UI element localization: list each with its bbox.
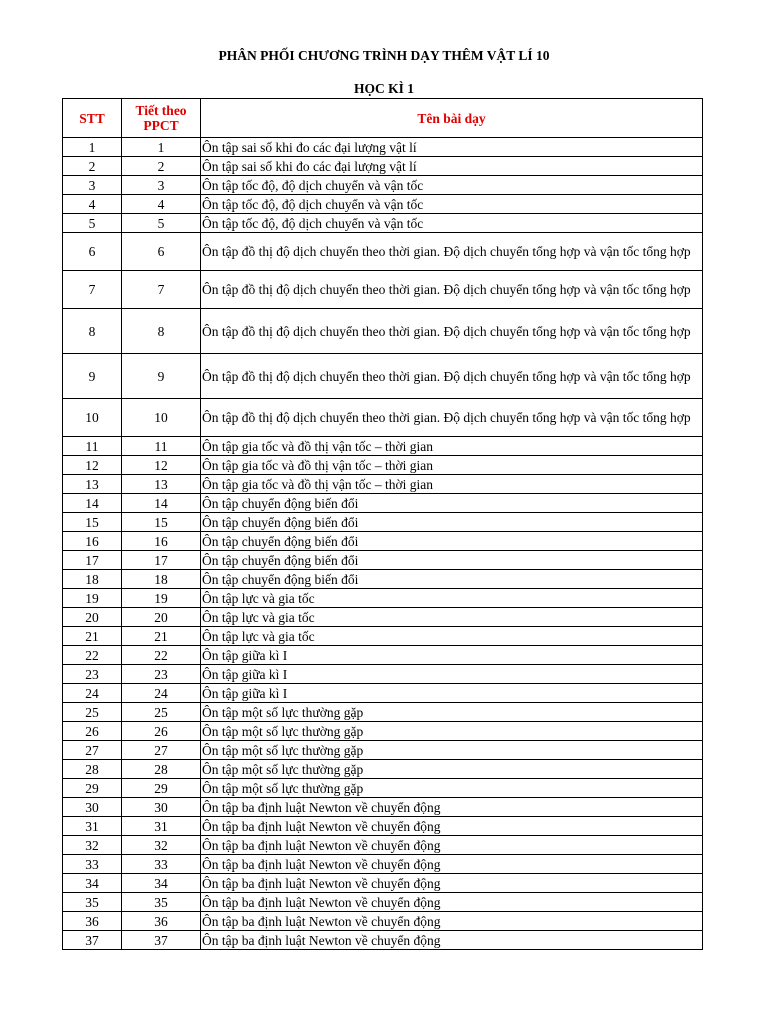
lesson-plan-table — [62, 98, 703, 950]
table-row — [63, 271, 703, 309]
table-row — [63, 760, 703, 779]
ppct-cell: 24 — [122, 684, 201, 703]
stt-cell: 2 — [63, 157, 122, 176]
table-row — [63, 513, 703, 532]
lesson-name-cell: Ôn tập đồ thị độ dịch chuyển theo thời gian. Độ dịch chuyển tổng hợp và vận tốc tổng hợp — [201, 271, 703, 309]
table-row — [63, 608, 703, 627]
stt-cell: 18 — [63, 570, 122, 589]
table-row — [63, 157, 703, 176]
table-row — [63, 893, 703, 912]
lesson-name-cell: Ôn tập đồ thị độ dịch chuyển theo thời gian. Độ dịch chuyển tổng hợp và vận tốc tổng hợp — [201, 233, 703, 271]
table-row — [63, 233, 703, 271]
ppct-cell: 8 — [122, 309, 201, 354]
document-title: PHÂN PHỐI CHƯƠNG TRÌNH DẠY THÊM VẬT LÍ 10 — [218, 48, 550, 63]
lesson-name-cell: Ôn tập tốc độ, độ dịch chuyển và vận tốc — [201, 195, 703, 214]
ppct-cell: 34 — [122, 874, 201, 893]
ppct-cell: 23 — [122, 665, 201, 684]
stt-cell: 27 — [63, 741, 122, 760]
ppct-cell: 35 — [122, 893, 201, 912]
lesson-name-cell: Ôn tập lực và gia tốc — [201, 627, 703, 646]
stt-cell: 36 — [63, 912, 122, 931]
table-row — [63, 646, 703, 665]
lesson-name-cell: Ôn tập giữa kì I — [201, 646, 703, 665]
ppct-cell: 36 — [122, 912, 201, 931]
lesson-name-cell: Ôn tập tốc độ, độ dịch chuyển và vận tốc — [201, 176, 703, 195]
stt-cell: 32 — [63, 836, 122, 855]
ppct-cell: 32 — [122, 836, 201, 855]
table-row — [63, 836, 703, 855]
stt-cell: 35 — [63, 893, 122, 912]
table-row — [63, 456, 703, 475]
table-row — [63, 551, 703, 570]
table-row — [63, 532, 703, 551]
ppct-cell: 9 — [122, 354, 201, 399]
lesson-name-cell: Ôn tập ba định luật Newton về chuyển động — [201, 912, 703, 931]
table-row — [63, 589, 703, 608]
ppct-cell: 17 — [122, 551, 201, 570]
lesson-name-cell: Ôn tập ba định luật Newton về chuyển động — [201, 836, 703, 855]
lesson-name-cell: Ôn tập giữa kì I — [201, 665, 703, 684]
stt-cell: 33 — [63, 855, 122, 874]
lesson-name-cell: Ôn tập chuyển động biến đổi — [201, 532, 703, 551]
header-stt: STT — [63, 99, 122, 138]
ppct-cell: 22 — [122, 646, 201, 665]
stt-cell: 23 — [63, 665, 122, 684]
ppct-cell: 6 — [122, 233, 201, 271]
table-row — [63, 779, 703, 798]
table-row — [63, 354, 703, 399]
ppct-cell: 26 — [122, 722, 201, 741]
stt-cell: 4 — [63, 195, 122, 214]
stt-cell: 22 — [63, 646, 122, 665]
stt-cell: 9 — [63, 354, 122, 399]
lesson-name-cell: Ôn tập ba định luật Newton về chuyển động — [201, 817, 703, 836]
ppct-cell: 7 — [122, 271, 201, 309]
table-row — [63, 931, 703, 950]
lesson-name-cell: Ôn tập ba định luật Newton về chuyển động — [201, 931, 703, 950]
ppct-cell: 16 — [122, 532, 201, 551]
table-row — [63, 874, 703, 893]
ppct-cell: 29 — [122, 779, 201, 798]
stt-cell: 11 — [63, 437, 122, 456]
lesson-name-cell: Ôn tập chuyển động biến đổi — [201, 494, 703, 513]
ppct-cell: 1 — [122, 138, 201, 157]
lesson-name-cell: Ôn tập một số lực thường gặp — [201, 703, 703, 722]
table-row — [63, 722, 703, 741]
ppct-cell: 10 — [122, 399, 201, 437]
ppct-cell: 3 — [122, 176, 201, 195]
table-row — [63, 627, 703, 646]
table-row — [63, 475, 703, 494]
table-row — [63, 912, 703, 931]
lesson-name-cell: Ôn tập gia tốc và đồ thị vận tốc – thời gian — [201, 437, 703, 456]
stt-cell: 12 — [63, 456, 122, 475]
lesson-name-cell: Ôn tập sai số khi đo các đại lượng vật lí — [201, 157, 703, 176]
stt-cell: 31 — [63, 817, 122, 836]
table-row — [63, 176, 703, 195]
stt-cell: 7 — [63, 271, 122, 309]
ppct-cell: 4 — [122, 195, 201, 214]
table-header-row — [63, 99, 703, 138]
table-row — [63, 855, 703, 874]
stt-cell: 34 — [63, 874, 122, 893]
ppct-cell: 11 — [122, 437, 201, 456]
table-row — [63, 195, 703, 214]
ppct-cell: 30 — [122, 798, 201, 817]
lesson-name-cell: Ôn tập đồ thị độ dịch chuyển theo thời gian. Độ dịch chuyển tổng hợp và vận tốc tổng hợp — [201, 354, 703, 399]
stt-cell: 1 — [63, 138, 122, 157]
ppct-cell: 15 — [122, 513, 201, 532]
header-lesson-name: Tên bài dạy — [201, 99, 703, 138]
stt-cell: 3 — [63, 176, 122, 195]
table-row — [63, 798, 703, 817]
table-row — [63, 741, 703, 760]
stt-cell: 5 — [63, 214, 122, 233]
table-row — [63, 214, 703, 233]
ppct-cell: 21 — [122, 627, 201, 646]
semester-heading: HỌC KÌ 1 — [353, 81, 414, 96]
stt-cell: 6 — [63, 233, 122, 271]
lesson-name-cell: Ôn tập chuyển động biến đổi — [201, 570, 703, 589]
lesson-name-cell: Ôn tập một số lực thường gặp — [201, 760, 703, 779]
lesson-name-cell: Ôn tập một số lực thường gặp — [201, 779, 703, 798]
ppct-cell: 2 — [122, 157, 201, 176]
table-row — [63, 665, 703, 684]
ppct-cell: 5 — [122, 214, 201, 233]
lesson-name-cell: Ôn tập gia tốc và đồ thị vận tốc – thời gian — [201, 456, 703, 475]
header-ppct: Tiết theo PPCT — [122, 99, 201, 138]
stt-cell: 30 — [63, 798, 122, 817]
stt-cell: 29 — [63, 779, 122, 798]
ppct-cell: 18 — [122, 570, 201, 589]
stt-cell: 24 — [63, 684, 122, 703]
lesson-name-cell: Ôn tập ba định luật Newton về chuyển động — [201, 893, 703, 912]
lesson-name-cell: Ôn tập ba định luật Newton về chuyển động — [201, 855, 703, 874]
lesson-name-cell: Ôn tập giữa kì I — [201, 684, 703, 703]
ppct-cell: 20 — [122, 608, 201, 627]
stt-cell: 14 — [63, 494, 122, 513]
ppct-cell: 12 — [122, 456, 201, 475]
table-row — [63, 309, 703, 354]
table-row — [63, 138, 703, 157]
stt-cell: 8 — [63, 309, 122, 354]
stt-cell: 15 — [63, 513, 122, 532]
stt-cell: 13 — [63, 475, 122, 494]
table-row — [63, 703, 703, 722]
table-body — [63, 138, 703, 950]
ppct-cell: 33 — [122, 855, 201, 874]
lesson-name-cell: Ôn tập một số lực thường gặp — [201, 741, 703, 760]
stt-cell: 25 — [63, 703, 122, 722]
lesson-name-cell: Ôn tập ba định luật Newton về chuyển động — [201, 798, 703, 817]
lesson-name-cell: Ôn tập đồ thị độ dịch chuyển theo thời gian. Độ dịch chuyển tổng hợp và vận tốc tổng hợp — [201, 399, 703, 437]
table-row — [63, 399, 703, 437]
lesson-name-cell: Ôn tập lực và gia tốc — [201, 589, 703, 608]
ppct-cell: 14 — [122, 494, 201, 513]
lesson-name-cell: Ôn tập đồ thị độ dịch chuyển theo thời gian. Độ dịch chuyển tổng hợp và vận tốc tổng hợp — [201, 309, 703, 354]
lesson-name-cell: Ôn tập lực và gia tốc — [201, 608, 703, 627]
stt-cell: 10 — [63, 399, 122, 437]
stt-cell: 20 — [63, 608, 122, 627]
ppct-cell: 25 — [122, 703, 201, 722]
lesson-name-cell: Ôn tập chuyển động biến đổi — [201, 551, 703, 570]
table-row — [63, 570, 703, 589]
ppct-cell: 13 — [122, 475, 201, 494]
lesson-name-cell: Ôn tập chuyển động biến đổi — [201, 513, 703, 532]
ppct-cell: 27 — [122, 741, 201, 760]
lesson-name-cell: Ôn tập tốc độ, độ dịch chuyển và vận tốc — [201, 214, 703, 233]
stt-cell: 28 — [63, 760, 122, 779]
ppct-cell: 31 — [122, 817, 201, 836]
stt-cell: 17 — [63, 551, 122, 570]
stt-cell: 16 — [63, 532, 122, 551]
ppct-cell: 19 — [122, 589, 201, 608]
stt-cell: 21 — [63, 627, 122, 646]
ppct-cell: 28 — [122, 760, 201, 779]
lesson-name-cell: Ôn tập ba định luật Newton về chuyển động — [201, 874, 703, 893]
lesson-name-cell: Ôn tập một số lực thường gặp — [201, 722, 703, 741]
ppct-cell: 37 — [122, 931, 201, 950]
table-row — [63, 684, 703, 703]
stt-cell: 26 — [63, 722, 122, 741]
stt-cell: 37 — [63, 931, 122, 950]
table-row — [63, 494, 703, 513]
table-row — [63, 817, 703, 836]
stt-cell: 19 — [63, 589, 122, 608]
lesson-name-cell: Ôn tập gia tốc và đồ thị vận tốc – thời gian — [201, 475, 703, 494]
lesson-name-cell: Ôn tập sai số khi đo các đại lượng vật lí — [201, 138, 703, 157]
table-row — [63, 437, 703, 456]
